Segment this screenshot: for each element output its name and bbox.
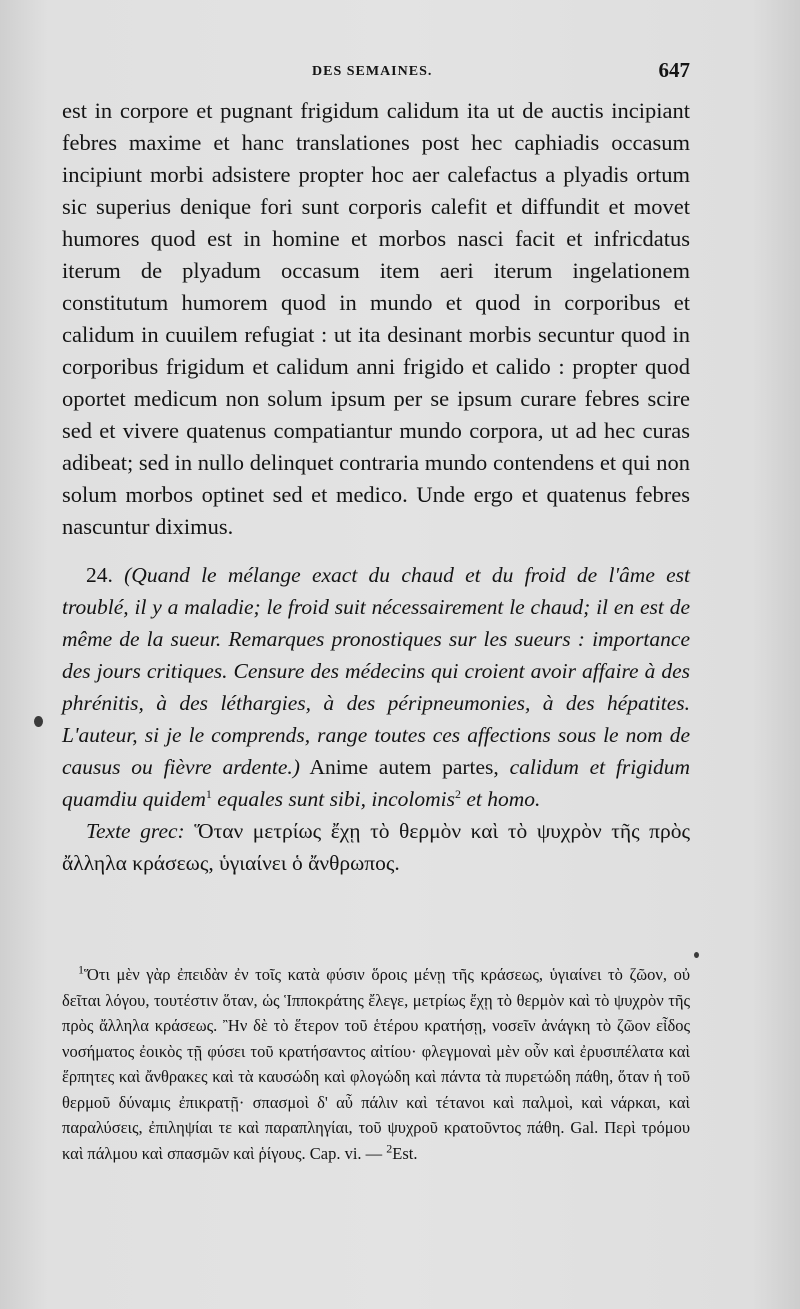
greek-text-paragraph	[62, 815, 690, 879]
running-head: DES SEMAINES.	[312, 64, 433, 79]
greek-text-label: Texte grec:	[86, 819, 185, 843]
footnote-mark-1: 1	[78, 962, 84, 977]
main-text	[62, 95, 690, 879]
page-number: 647	[658, 58, 690, 82]
footnote-mark-2: 2	[386, 1141, 393, 1155]
page-header	[62, 58, 690, 88]
french-summary: (Quand le mélange exact du chaud et du froid de l'âme est troublé, il y a maladie; le froid suit nécessairement le chaud; il en est de même de la sueur. Remarques pronostiques sur les sueurs : importance des jours critiques. Censure des médecins qui croient avoir affaire à des phrénitis, à des léthargies, à des péripneumonies, à des hépatites. L'auteur, si je le comprends, range toutes ces affections sous le nom de causus ou fièvre ardente.)	[62, 563, 691, 779]
footnote-1-chapter: Cap. vi. —	[309, 1143, 383, 1163]
latin-paragraph: est in corpore et pugnant frigidum calidum ita ut de auctis incipiant febres maxime et hanc translationes post hec caphiadis occasum incipiunt morbi adsistere propter hoc aer calefactus a plyadis ortum sic superius denique fori sunt corporis calefit et diffundit et movet humores quod est in homine et morbos nasci facit et infricdatus iterum de plyadum occasum item aeri iterum ingelationem constitutum humorem quod in mundo et quod in corporibus et calidum in cuuilem refugiat : ut ita desinant morbis secuntur quod in corporibus frigidum et calidum anni frigido et calido : propter quod oportet medicum non solum ipsum per se ipsum curare febres scire sed et vivere quatenus compatiantur mundo corpora, ut ad hec curas adibeat; sed in nullo delinquet contraria mundo contendens et qui non solum morbos optinet sed et medico. Unde ergo et quatenus febres nascuntur diximus.	[62, 98, 690, 539]
latin-text-roman: Anime autem partes,	[309, 755, 499, 779]
section-24-paragraph	[62, 559, 690, 815]
footnote-ref-1[interactable]: 1	[205, 786, 212, 801]
footnote-ref-2[interactable]: 2	[454, 786, 461, 801]
ink-spot	[34, 716, 43, 727]
footnote-2-text: Est.	[392, 1143, 418, 1163]
latin-text-italic: equales sunt sibi, incolomis	[217, 787, 455, 811]
greek-text: Ὅταν μετρίως ἔχῃ τὸ θερμὸν καὶ τὸ ψυχρὸν τῆς πρὸς ἄλληλα κράσεως, ὑγιαίνει ὁ ἄνθρωπος.	[62, 819, 691, 875]
footnote-1-greek: Ὅτι μὲν γὰρ ἐπειδὰν ἐν τοῖς κατὰ φύσιν ὅροις μένῃ τῆς κράσεως, ὑγιαίνει τὸ ζῶον, οὐ δεῖται λόγου, τουτέστιν ὅταν, ὡς Ἱπποκράτης ἔλεγε, μετρίως ἔχῃ τὸ θερμὸν καὶ τὸ ψυχρὸν τῆς πρὸς ἄλληλα κράσεως. Ἢν δὲ τὸ ἕτερον τοῦ ἑτέρου κρατήσῃ, νοσεῖν ἀνάγκη τὸ ζῶον εἶδος νοσήματος ἐοικὸς τῇ φύσει τοῦ κρατήσαντος αἰτίου· φλεγμοναὶ μὲν οὖν καὶ ἐρυσιπέλατα καὶ ἕρπητες καὶ ἄνθρακες καὶ τὰ καυσώδη καὶ φλογώδη καὶ πάντα τὰ πυρετώδη πάθη, ὅταν ἡ τοῦ θερμοῦ δύναμις ἐπικρατῇ· σπασμοὶ δ' αὖ πάλιν καὶ τέτανοι καὶ παλμοὶ, καὶ νάρκαι, καὶ παραλύσεις, ἐπιληψίαι τε καὶ παραπληγίαι, τοῦ ψυχροῦ κρατοῦντος πάθη.	[62, 965, 690, 1137]
footnote-1-source: Gal.	[570, 1118, 599, 1137]
footnotes	[62, 962, 690, 1166]
footnote-1-title: Περὶ τρόμου καὶ πάλμου καὶ σπασμῶν καὶ ῥίγους.	[62, 1118, 690, 1163]
latin-text-italic: et homo.	[466, 787, 541, 811]
footnote-1	[62, 962, 690, 1166]
ink-spot	[694, 952, 699, 958]
section-number: 24.	[86, 563, 113, 587]
latin-text-italic: calidum et frigidum quamdiu quidem	[62, 755, 690, 811]
